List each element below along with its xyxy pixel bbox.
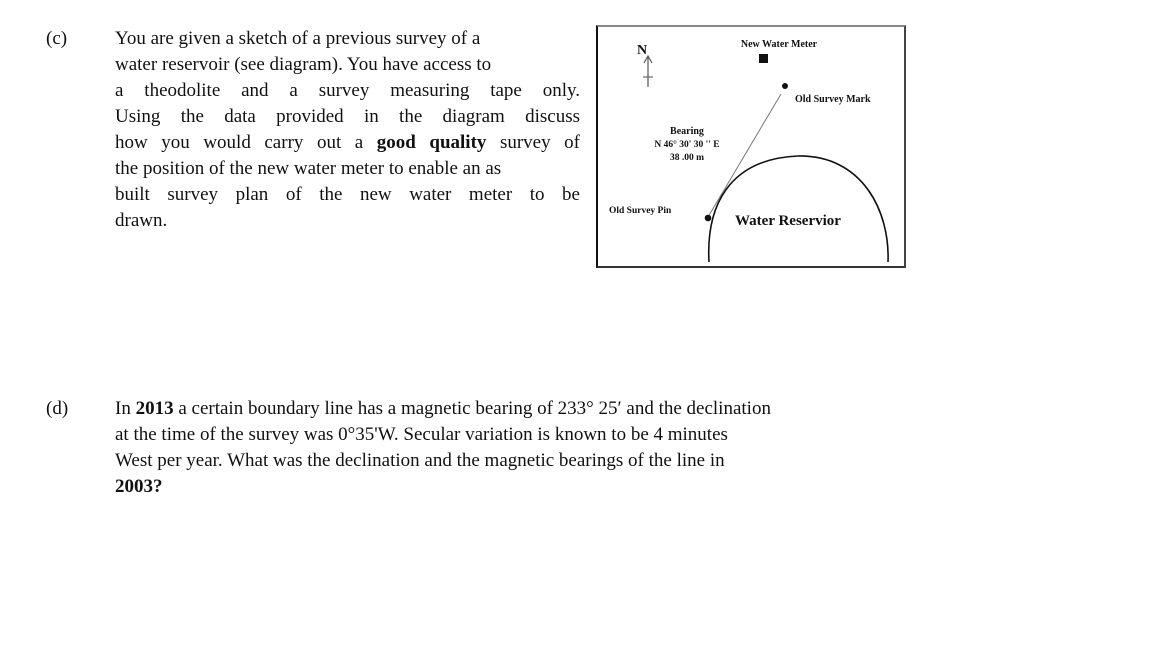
question-c-text-fragment: how you would carry out a bbox=[115, 132, 377, 153]
north-label: N bbox=[636, 43, 648, 58]
new-water-meter-label: New Water Meter bbox=[740, 39, 818, 50]
question-d-line: West per year. What was the declination and the magnetic bearings of the line in bbox=[115, 450, 725, 471]
question-c-line: a theodolite and a survey measuring tape only. bbox=[115, 80, 580, 101]
question-d-line bbox=[115, 474, 915, 500]
old-survey-mark-label: Old Survey Mark bbox=[795, 94, 871, 105]
bearing-line bbox=[708, 94, 781, 217]
question-d-line bbox=[115, 396, 915, 422]
emphasis-good-quality: good quality bbox=[376, 132, 487, 153]
question-c-line: built survey plan of the new water meter to be bbox=[115, 184, 580, 205]
distance-value: 38 .00 m bbox=[669, 153, 705, 163]
question-c-label: (c) bbox=[46, 28, 68, 49]
question-c-line bbox=[115, 130, 580, 156]
question-d-text bbox=[115, 396, 915, 500]
survey-sketch-diagram bbox=[596, 25, 906, 268]
bearing-value: N 46° 30' 30 '' E bbox=[654, 140, 720, 150]
question-c-text-fragment: survey of bbox=[486, 132, 580, 153]
question-c-line: Using the data provided in the diagram discuss bbox=[115, 106, 580, 127]
old-survey-pin-point bbox=[705, 215, 712, 222]
question-mark: ? bbox=[153, 476, 163, 497]
new-water-meter-marker bbox=[759, 54, 768, 63]
question-d-text-fragment: a certain boundary line has a magnetic bearing of 233° 25′ and the declination bbox=[173, 398, 771, 419]
question-c-line: drawn. bbox=[115, 210, 168, 231]
question-d-text-fragment: In bbox=[115, 398, 136, 419]
question-c-text bbox=[115, 26, 580, 234]
old-survey-pin-label: Old Survey Pin bbox=[609, 206, 672, 216]
bearing-title: Bearing bbox=[670, 126, 704, 137]
question-c-line: You are given a sketch of a previous survey of a bbox=[115, 28, 481, 49]
question-c-line: the position of the new water meter to enable an as bbox=[115, 158, 502, 179]
question-d-line: at the time of the survey was 0°35'W. Secular variation is known to be 4 minutes bbox=[115, 424, 728, 445]
emphasis-year-2013: 2013 bbox=[135, 398, 174, 419]
question-d-label: (d) bbox=[46, 398, 69, 419]
question-c-line: water reservoir (see diagram). You have access to bbox=[115, 54, 492, 75]
water-reservoir-label: Water Reservior bbox=[735, 213, 841, 229]
north-arrow-icon bbox=[637, 43, 653, 87]
old-survey-mark-point bbox=[782, 83, 788, 89]
emphasis-year-2003: 2003 bbox=[115, 476, 153, 497]
water-reservoir-outline bbox=[709, 156, 888, 262]
diagram-canvas bbox=[598, 27, 904, 266]
